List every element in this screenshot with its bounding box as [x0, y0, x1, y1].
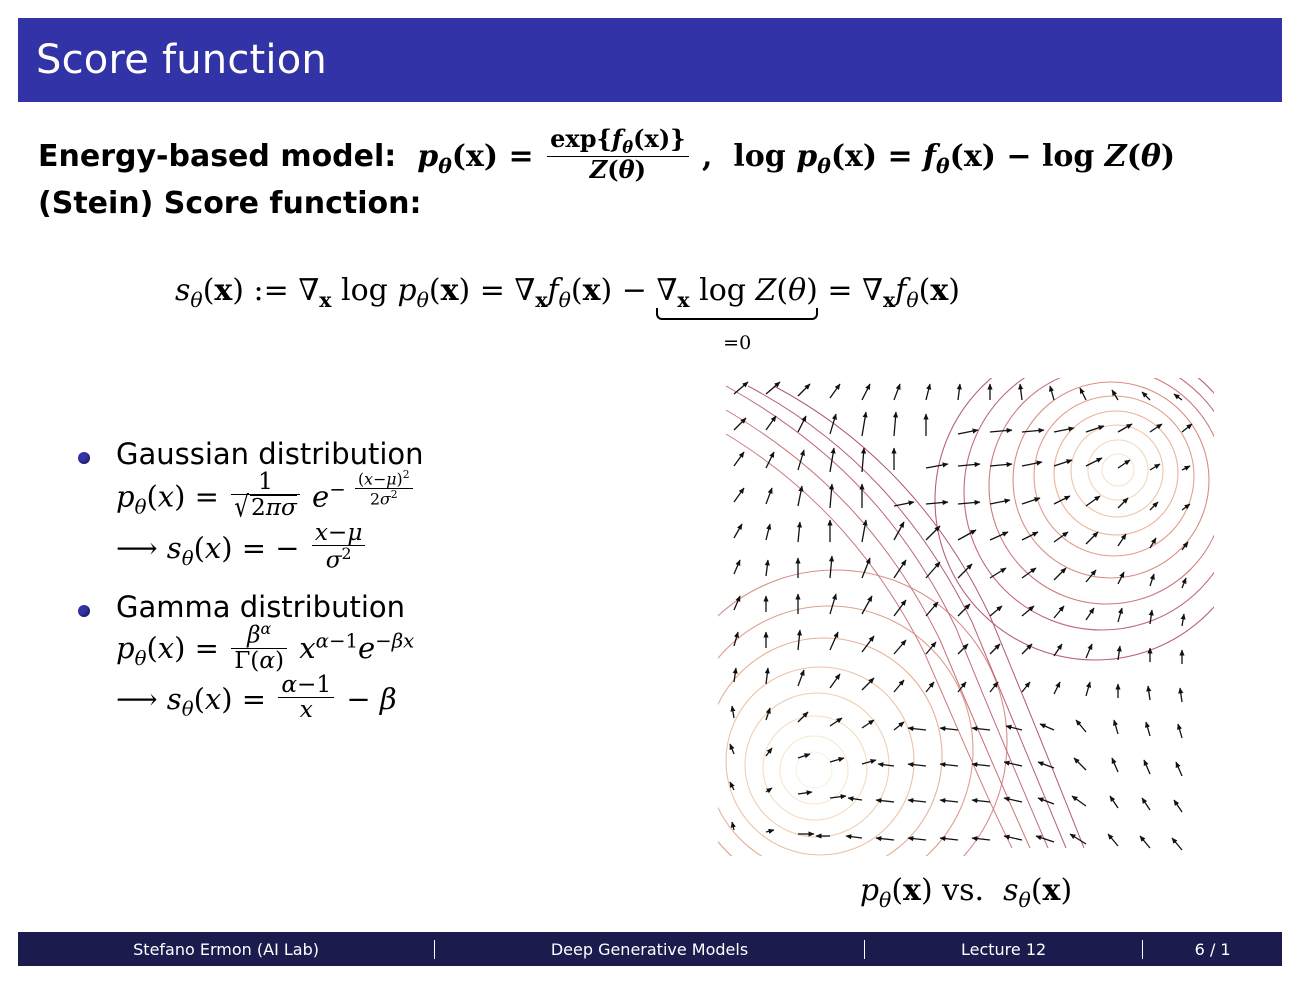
- underbrace-bracket: [656, 308, 817, 320]
- slide-title-bar: [18, 18, 1282, 102]
- underbrace-zero-term: $\nabla_x$ log Z(θ) =0: [656, 273, 818, 354]
- energy-based-model-equation: $p_\theta(x)$ = $\frac{\exp\{f_\theta(x)\}}{Z(\theta)}$ , $\log p_\theta(x) = f_\theta(x) - \log Z(\theta)$: [417, 124, 1176, 185]
- figure-caption: $p_\theta(x)$ vs. $s_\theta(x)$: [859, 873, 1073, 912]
- bullet-dot-icon: [78, 605, 90, 617]
- footer-course: Deep Generative Models: [435, 940, 865, 959]
- slide-body: [0, 108, 1300, 928]
- energy-based-model-label: Energy-based model:: [38, 139, 397, 175]
- gamma-pdf-equation: $p_\theta(x)$ = $\frac{\beta^\alpha}{\Gamma(\alpha)}$ $x^{\alpha-1}e^{-\beta x}$: [116, 618, 415, 674]
- bullet-title: Gamma distribution: [116, 589, 405, 624]
- bullet-dot-icon: [78, 452, 90, 464]
- list-item: [78, 591, 658, 727]
- bullet-title: Gaussian distribution: [116, 437, 424, 471]
- score-field-svg: [718, 378, 1214, 856]
- underbrace-label: =0: [723, 332, 752, 354]
- score-function-equation: $s_\theta(x)$ := $\nabla_x$ $\log p_\theta(x) = \nabla_xf_\theta(x) - \nabla_x$ log Z(θ) =0 = $\nabla_xf_\theta(x)$: [175, 273, 960, 354]
- footer-page-number: 6 / 1: [1194, 939, 1231, 959]
- gamma-score-equation: ⟶ $s_\theta(x)$ = $\frac{\alpha-1}{x}$ − β: [116, 670, 397, 724]
- footer-author: Stefano Ermon (AI Lab): [18, 940, 435, 959]
- energy-based-model-line: [38, 124, 1176, 186]
- gaussian-score-equation: ⟶ $s_\theta(x)$ = − $\frac{x-\mu}{\sigma^2}$: [116, 524, 658, 576]
- stein-score-label: (Stein) Score function:: [38, 186, 422, 221]
- list-item: [78, 438, 658, 577]
- bullet-list: [78, 438, 658, 740]
- page-title: Score function: [36, 37, 327, 83]
- slide-footer: [18, 932, 1282, 966]
- gaussian-pdf-equation: $p_\theta(x)$ = $\frac{1}{√2\pi\sigma}$ $e^{- \frac{(x-\mu)^2}{2\sigma^2}}$: [116, 471, 658, 524]
- footer-lecture: Lecture 12: [865, 940, 1143, 959]
- score-field-figure: [718, 378, 1214, 856]
